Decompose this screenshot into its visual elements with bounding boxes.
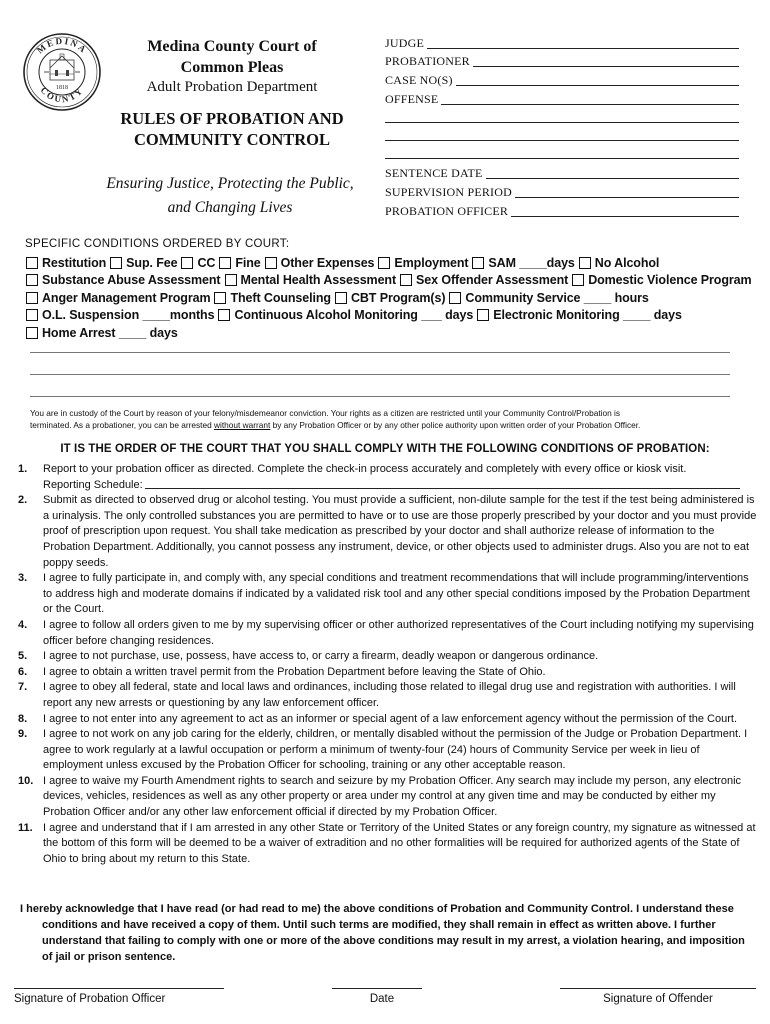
other-expenses-label: Other Expenses [280,256,375,270]
conditions-row-1 [26,256,663,270]
custody-line2-post: by any Probation Officer or by any other police authority upon written order of your Probation Officer. [270,420,641,430]
supervision-period-field[interactable] [385,185,739,200]
sam-checkbox[interactable] [472,257,484,269]
condition-text: I agree to not enter into any agreement to act as an informer or special agent of a law enforcement agency without the permission of the Court. [43,712,737,725]
fine-label: Fine [235,256,261,270]
condition-text: I agree to fully participate in, and comply with, any special conditions and treatment recommendations that will include programming/interventions to address high and moderate domains if indicated by a validated risk tool and any other special conditions imposed by the Probation Department or the Court. [43,572,750,616]
condition-number: 6. [18,665,28,678]
domestic-violence-checkbox[interactable] [572,274,584,286]
mental-health-checkbox[interactable] [225,274,237,286]
theft-counseling-label: Theft Counseling [230,291,331,305]
date-line[interactable] [332,988,422,989]
condition-item [18,649,758,665]
electronic-monitoring-label: Electronic Monitoring ____ days [493,308,682,322]
conditions-row-3 [26,291,653,305]
sam-label: SAM ____days [488,256,575,270]
sup-fee-checkbox[interactable] [110,257,122,269]
condition-number: 2. [18,494,28,507]
condition-item [18,727,758,774]
judge-label: JUDGE [385,36,424,50]
alcohol-monitoring-checkbox[interactable] [218,309,230,321]
probationer-label: PROBATIONER [385,54,470,68]
ol-suspension-checkbox[interactable] [26,309,38,321]
employment-checkbox[interactable] [378,257,390,269]
special-conditions-heading: SPECIFIC CONDITIONS ORDERED BY COURT: [25,238,290,250]
probation-officer-field[interactable] [385,204,739,219]
no-alcohol-label: No Alcohol [594,256,660,270]
substance-abuse-label: Substance Abuse Assessment [42,273,221,287]
no-alcohol-checkbox[interactable] [579,257,591,269]
condition-text: Submit as directed to observed drug or alcohol testing. You must provide a sufficient, non-dilute sample for the test if the test being administered is a urinalysis. The only controlled substances you are permitted to have or to use are those properly prescribed by your doctor and you must provide proof of prescription upon request. You shall take medication as prescribed by your doctor and shall authorize release of information to the Probation Department. Additionally, you cannot possess any instrument, device, or other objects used to administer drugs. Also you are not to eat poppy seeds. [43,494,757,569]
motto-line1: Ensuring Justice, Protecting the Public, [106,175,354,192]
probation-officer-label: PROBATION OFFICER [385,204,509,218]
theft-counseling-checkbox[interactable] [214,292,226,304]
sentence-date-label: SENTENCE DATE [385,166,483,180]
condition-number: 9. [18,728,28,741]
sup-fee-label: Sup. Fee [126,256,178,270]
document-title-line2: COMMUNITY CONTROL [133,130,330,149]
offense-line-4[interactable] [385,158,739,159]
cbt-program-checkbox[interactable] [335,292,347,304]
offense-label: OFFENSE [385,92,439,106]
anger-management-checkbox[interactable] [26,292,38,304]
conditions-row-2 [26,273,756,287]
custody-line2-pre: terminated. As a probationer, you can be arrested [30,420,215,430]
condition-text: Report to your probation officer as directed. Complete the check-in process accurately and completely with every office or kiosk visit. [43,463,687,475]
home-arrest-checkbox[interactable] [26,327,38,339]
seal-text-bottom: COUNTY [38,85,86,105]
condition-number: 4. [18,618,28,631]
alcohol-monitoring-label: Continuous Alcohol Monitoring ___ days [234,308,474,322]
other-expenses-checkbox[interactable] [265,257,277,269]
domestic-violence-label: Domestic Violence Program [588,273,752,287]
condition-text: I agree to obey all federal, state and local laws and ordinances, including those related to illegal drug use and registration with authorities. I will report any new arrests or questioning by any law enforcement officer. [43,681,736,709]
condition-item [18,462,758,493]
condition-text: I agree to not work on any job caring for the elderly, children, or mentally disabled without the permission of the Judge or Probation Department. I agree to work regularly at a lawful occupation or perform a minimum of twenty-four (24) hours of Community Service per week in lieu of employment unless excused by the Probation Officer for schooling, training or any other acceptable reason. [43,728,748,772]
condition-item [18,774,758,821]
offense-line-3[interactable] [385,140,739,141]
officer-signature-line[interactable] [14,988,224,989]
officer-signature-label: Signature of Probation Officer [14,993,166,1005]
notes-line-3[interactable] [30,396,730,397]
case-nos-label: CASE NO(S) [385,73,453,87]
home-arrest-label: Home Arrest ____ days [42,326,178,340]
sex-offender-label: Sex Offender Assessment [416,273,569,287]
seal-text-top: MEDINA [34,35,90,56]
condition-text: I agree to waive my Fourth Amendment rights to search and seizure by my Probation Officer. Any search may include my person, any electronic devices, vehicles, residences as well as any other property or area under my control at any given time and may be conducted by either my Probation Officer and/or any other law enforcement official if directed by my Probation Officer. [43,774,742,819]
conditions-row-5 [26,326,182,340]
custody-notice [30,407,750,431]
cc-label: CC [197,256,216,270]
ol-suspension-label: O.L. Suspension ____months [42,308,215,322]
condition-number: 8. [18,712,28,725]
offender-signature-label: Signature of Offender [603,993,713,1005]
fine-checkbox[interactable] [219,257,231,269]
conditions-list [18,462,758,867]
document-title [104,108,360,150]
custody-line1: You are in custody of the Court by reason of your felony/misdemeanor conviction. Your rights as a citizen are restricted until your Community Control/Probation is [30,408,620,418]
sex-offender-checkbox[interactable] [400,274,412,286]
condition-item [18,680,758,711]
condition-number: 7. [18,681,28,694]
community-service-label: Community Service ____ hours [465,291,649,305]
notes-line-2[interactable] [30,374,730,375]
seal-year: 1818 [56,85,68,91]
condition-number: 3. [18,572,28,585]
county-seal-logo [22,32,102,112]
cc-checkbox[interactable] [181,257,193,269]
date-label: Date [369,993,395,1005]
notes-line-1[interactable] [30,352,730,353]
community-service-checkbox[interactable] [449,292,461,304]
offense-line-2[interactable] [385,122,739,123]
acknowledgment [20,901,758,965]
condition-number: 10. [18,774,34,787]
condition-text: I agree and understand that if I am arrested in any other State or Territory of the United States or any foreign country, my signature as witnessed at the bottom of this form will be deemed to be a waiver of extradition and no other formalities will be required for authorized agents of the State of Ohio to bring about my return to this State. [43,821,756,865]
reporting-schedule-line[interactable] [145,478,740,490]
condition-item [18,571,758,618]
sentence-date-field[interactable] [385,166,739,181]
condition-number: 5. [18,650,28,663]
employment-label: Employment [394,256,469,270]
condition-number: 11. [18,821,33,834]
supervision-period-label: SUPERVISION PERIOD [385,185,512,199]
document-title-line1: RULES OF PROBATION AND [120,109,344,128]
motto-line2: and Changing Lives [167,199,293,216]
anger-management-label: Anger Management Program [42,291,211,305]
electronic-monitoring-checkbox[interactable] [477,309,489,321]
condition-number: 1. [18,463,28,475]
probationer-field[interactable] [385,54,739,69]
acknowledgment-rest: conditions and have received a copy of them. Until such terms are modified, they shall remain in effect as written above. I further understand that failing to comply with one or more of the above conditions may result in my arrest, a violation hearing, and imposition of jail or prison sentence. [42,919,745,963]
court-name-line1: Medina County Court of [147,38,317,55]
condition-text: I agree to obtain a written travel permit from the Probation Department before leaving the State of Ohio. [43,665,546,678]
acknowledgment-line1: I hereby acknowledge that I have read (or had read to me) the above conditions of Probation and Community Control. I understand these [20,903,734,915]
order-heading: IT IS THE ORDER OF THE COURT THAT YOU SHALL COMPLY WITH THE FOLLOWING CONDITIONS OF PROBATION: [60,443,710,455]
mental-health-label: Mental Health Assessment [240,273,397,287]
condition-text: I agree to not purchase, use, possess, have access to, or carry a firearm, deadly weapon or dangerous ordinance. [43,650,599,663]
offense-field[interactable] [385,92,739,107]
custody-without-warrant: without warrant [214,420,271,430]
substance-abuse-checkbox[interactable] [26,274,38,286]
offender-signature-line[interactable] [560,988,756,989]
condition-item [18,665,758,681]
reporting-schedule-label: Reporting Schedule: [43,478,143,491]
condition-item [18,821,758,868]
case-nos-field[interactable] [385,73,739,88]
judge-field[interactable] [385,36,739,51]
motto [90,172,370,220]
condition-item [18,712,758,728]
condition-item [18,618,758,649]
conditions-row-4 [26,308,686,322]
court-name [104,36,360,78]
condition-text: I agree to follow all orders given to me by my supervising officer or other authorized representatives of the Court including notifying my supervising officer before changing residences. [43,618,754,647]
restitution-label: Restitution [42,256,107,270]
court-name-line2: Common Pleas [180,59,284,76]
restitution-checkbox[interactable] [26,257,38,269]
department-name: Adult Probation Department [146,79,318,95]
condition-item [18,493,758,571]
cbt-program-label: CBT Program(s) [350,291,446,305]
